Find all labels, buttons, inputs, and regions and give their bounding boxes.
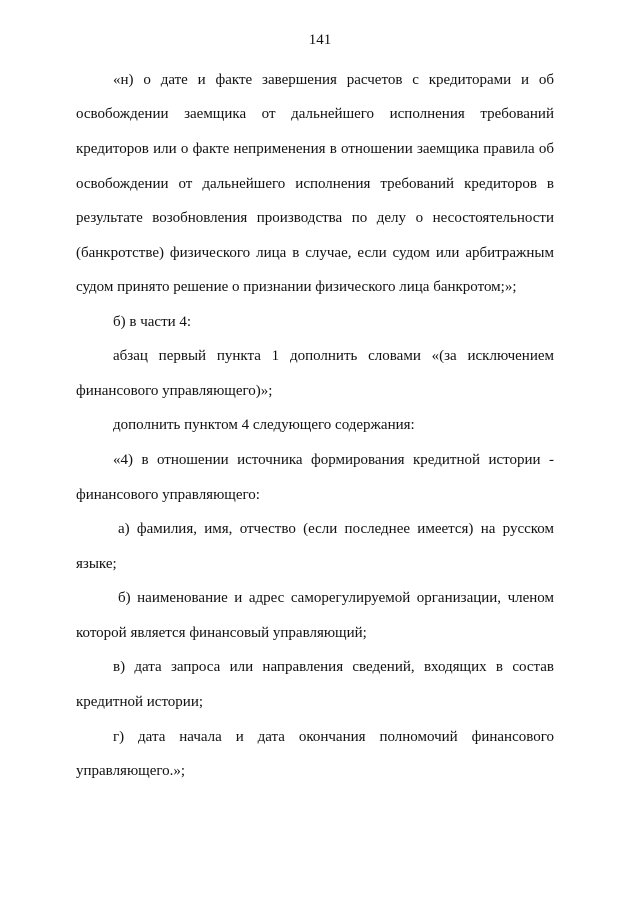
text-line: финансового управляющего: — [76, 487, 260, 503]
text-line: результате возобновления производства по делу о несостоятельности — [76, 210, 554, 226]
text-line: освобождении заемщика от дальнейшего исполнения требований — [76, 106, 554, 122]
text-line: освобождении от дальнейшего исполнения требований кредиторов в — [76, 176, 554, 192]
text-line: абзац первый пункта 1 дополнить словами «(за исключением — [113, 348, 554, 364]
text-line: управляющего.»; — [76, 763, 186, 779]
text-line: в) дата запроса или направления сведений, входящих в состав — [113, 659, 554, 675]
text-line: судом принято решение о признании физического лица банкротом;»; — [76, 279, 517, 295]
page-number: 141 — [308, 32, 332, 48]
text-line: б) в части 4: — [113, 314, 192, 330]
text-line: которой является финансовый управляющий; — [76, 625, 367, 641]
text-line: языке; — [76, 556, 117, 572]
text-line: г) дата начала и дата окончания полномочий финансового — [113, 729, 554, 745]
text-line: «4) в отношении источника формирования кредитной истории - — [113, 452, 554, 468]
text-line: дополнить пунктом 4 следующего содержания: — [113, 417, 415, 433]
text-line: финансового управляющего)»; — [76, 383, 273, 399]
text-line: кредиторов или о факте неприменения в отношении заемщика правила об — [76, 141, 554, 157]
text-line: «н) о дате и факте завершения расчетов с кредиторами и об — [113, 72, 554, 88]
text-line: (банкротстве) физического лица в случае, если судом или арбитражным — [76, 245, 554, 261]
text-line: а) фамилия, имя, отчество (если последнее имеется) на русском — [118, 521, 554, 537]
text-line: кредитной истории; — [76, 694, 204, 710]
text-line: б) наименование и адрес саморегулируемой организации, членом — [118, 590, 554, 606]
